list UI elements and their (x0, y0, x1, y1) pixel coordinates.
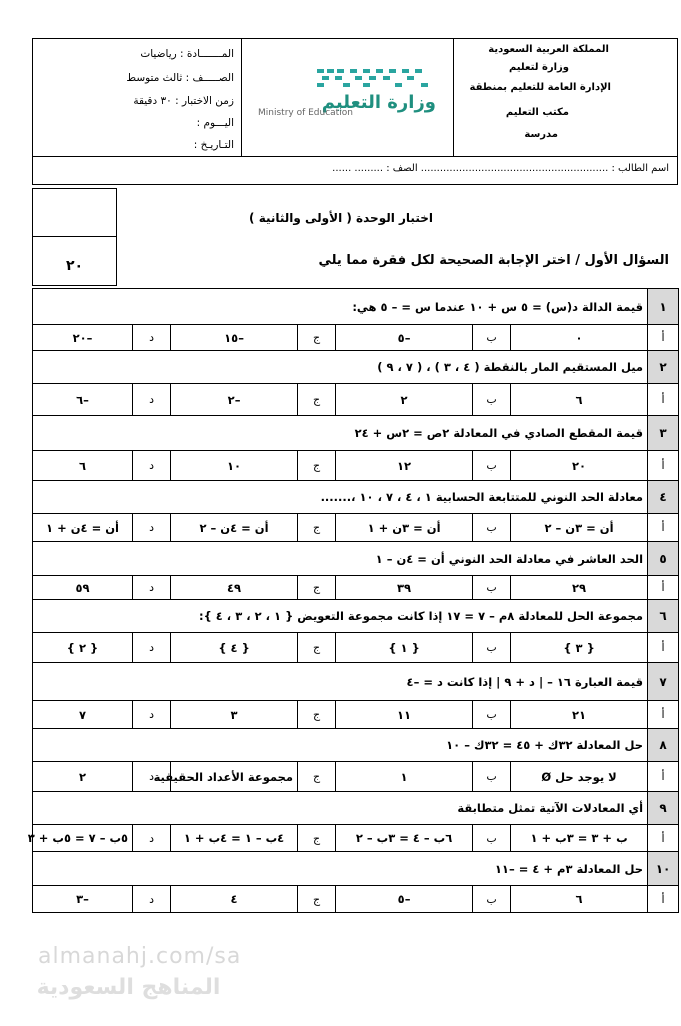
question-row (33, 351, 679, 384)
choice-option[interactable]: { ١ } (336, 633, 473, 663)
choice-letter: ج (298, 762, 336, 792)
choice-letter: ب (473, 514, 511, 542)
choice-letter: د (133, 325, 171, 351)
choice-letter: د (133, 514, 171, 542)
choice-option[interactable]: ٦ (511, 384, 648, 416)
choice-option[interactable]: ٠ (511, 325, 648, 351)
question-text: ميل المستقيم المار بالنقطة ( ٤ ، ٣ ) ، ( ٧ ، ٩ ) (33, 351, 648, 384)
choice-option[interactable]: ٦ (33, 451, 133, 481)
choice-option[interactable]: ٦ب – ٤ = ٣ب – ٢ (336, 825, 473, 852)
score-total: ٢٠ (65, 258, 84, 274)
question-row (33, 792, 679, 825)
choice-letter: د (133, 576, 171, 600)
choice-letter: ب (473, 886, 511, 913)
question-text: قيمة المقطع الصادي في المعادلة ٢ص = ٢س + ٢٤ (33, 416, 648, 451)
question-number: ٤ (648, 481, 679, 514)
choice-letter: د (133, 886, 171, 913)
choice-letter: أ (648, 825, 679, 852)
question-row (33, 852, 679, 886)
question-row (33, 663, 679, 701)
choices-row (33, 384, 679, 416)
choice-option[interactable]: لا يوجد حل Ø (511, 762, 648, 792)
question-text: مجموعة الحل للمعادلة ٨م – ٧ = ١٧ إذا كانت مجموعة التعويض { ١ ، ٢ ، ٣ ، ٤ }: (33, 600, 648, 633)
choice-option[interactable]: –٥ (336, 325, 473, 351)
header-day: اليـــوم : (196, 117, 234, 129)
student-name-line: اسم الطالب : ........................................................... الصف : ......... ...... (332, 163, 669, 174)
choice-letter: ج (298, 633, 336, 663)
choices-row (33, 886, 679, 913)
logo-arabic-text: وزارة التعليم (321, 92, 436, 113)
choice-letter: ج (298, 701, 336, 729)
choices-row (33, 451, 679, 481)
choice-option[interactable]: ٣ (171, 701, 298, 729)
choice-option[interactable]: أن = ٣ن + ١ (336, 514, 473, 542)
choice-option[interactable]: { ٢ } (33, 633, 133, 663)
choices-row (33, 633, 679, 663)
choice-letter: د (133, 825, 171, 852)
question-text: قيمة العبارة ١٦ – | د + ٩ | إذا كانت د = –٤ (33, 663, 648, 701)
header-directorate: الإدارة العامة للتعليم بمنطقة (469, 82, 611, 93)
choices-row (33, 514, 679, 542)
choice-letter: د (133, 633, 171, 663)
header-grade: الصـــــف : ثالث متوسط (126, 72, 234, 84)
choice-option[interactable]: ١ (336, 762, 473, 792)
choice-option[interactable]: ٧ (33, 701, 133, 729)
choice-option[interactable]: ٢٩ (511, 576, 648, 600)
choice-option[interactable]: مجموعة الأعداد الحقيقية (171, 762, 298, 792)
question-number: ١٠ (648, 852, 679, 886)
choice-letter: ج (298, 886, 336, 913)
question-number: ٣ (648, 416, 679, 451)
choice-option[interactable]: –٣ (33, 886, 133, 913)
choices-row (33, 762, 679, 792)
choice-letter: أ (648, 633, 679, 663)
choice-option[interactable]: ٦ (511, 886, 648, 913)
choice-letter: ج (298, 825, 336, 852)
choice-option[interactable]: { ٣ } (511, 633, 648, 663)
choice-option[interactable]: ١١ (336, 701, 473, 729)
choice-letter: ج (298, 451, 336, 481)
question-number: ٨ (648, 729, 679, 762)
choice-letter: ب (473, 633, 511, 663)
choice-letter: أ (648, 886, 679, 913)
choice-letter: أ (648, 514, 679, 542)
question-row (33, 729, 679, 762)
header-ministry: وزارة لتعليم (508, 62, 569, 73)
choice-letter: ب (473, 762, 511, 792)
choice-letter: ج (298, 576, 336, 600)
question-number: ٢ (648, 351, 679, 384)
header-school: مدرسة (524, 129, 558, 140)
header-duration: زمن الاختبار : ٣٠ دقيقة (133, 95, 234, 107)
choice-option[interactable]: –٢٠ (33, 325, 133, 351)
question-row (33, 481, 679, 514)
choice-option[interactable]: –٢ (171, 384, 298, 416)
choice-option[interactable]: –٦ (33, 384, 133, 416)
choice-option[interactable]: ٥ب – ٧ = ٥ب + ٣ (33, 825, 133, 852)
choices-row (33, 825, 679, 852)
header-office: مكتب التعليم (505, 107, 569, 118)
choice-letter: د (133, 762, 171, 792)
choice-letter: أ (648, 325, 679, 351)
choices-row (33, 576, 679, 600)
question-text: أي المعادلات الآتية تمثل متطابقة (33, 792, 648, 825)
choice-option[interactable]: ب + ٣ = ٣ب + ١ (511, 825, 648, 852)
choice-letter: ب (473, 825, 511, 852)
choice-letter: ج (298, 384, 336, 416)
choice-letter: أ (648, 701, 679, 729)
question-number: ٧ (648, 663, 679, 701)
choice-letter: أ (648, 576, 679, 600)
choice-option[interactable]: أن = ٤ن + ١ (33, 514, 133, 542)
choice-letter: ب (473, 701, 511, 729)
choice-letter: ب (473, 325, 511, 351)
question-number: ٩ (648, 792, 679, 825)
choices-row (33, 701, 679, 729)
choice-option[interactable]: أن = ٣ن – ٢ (511, 514, 648, 542)
logo-english-text: Ministry of Education (258, 108, 353, 118)
header-subject: المـــــــادة : رياضيات (140, 48, 234, 60)
question-text: معادلة الحد النوني للمتتابعة الحسابية ١ ، ٤ ، ٧ ، ١٠ ،....... (33, 481, 648, 514)
watermark-site: almanahj.com/sa (38, 944, 242, 969)
choice-option[interactable]: ٣٩ (336, 576, 473, 600)
choice-option[interactable]: –١٥ (171, 325, 298, 351)
choice-letter: ج (298, 325, 336, 351)
choice-option[interactable]: ٢ (33, 762, 133, 792)
choice-letter: د (133, 384, 171, 416)
choice-option[interactable]: ١٠ (171, 451, 298, 481)
question-number: ١ (648, 289, 679, 325)
question-text: حل المعادلة ٣م + ٤ = –١١ (33, 852, 648, 886)
header-date: التـاريـخ : (193, 139, 234, 151)
question-number: ٥ (648, 542, 679, 576)
choice-letter: ج (298, 514, 336, 542)
question-row (33, 416, 679, 451)
choices-row (33, 325, 679, 351)
question-row (33, 542, 679, 576)
choice-option[interactable]: ٤٩ (171, 576, 298, 600)
choice-letter: أ (648, 451, 679, 481)
header-country: المملكة العربية السعودية (488, 44, 609, 55)
choice-option[interactable]: ٢ (336, 384, 473, 416)
choice-option[interactable]: { ٤ } (171, 633, 298, 663)
question-text: حل المعادلة ٣٢ك + ٤٥ = ٣٢ك – ١٠ (33, 729, 648, 762)
choice-letter: ب (473, 451, 511, 481)
choice-option[interactable]: ٢١ (511, 701, 648, 729)
choice-option[interactable]: ٢٠ (511, 451, 648, 481)
choice-option[interactable]: ١٢ (336, 451, 473, 481)
choice-letter: د (133, 451, 171, 481)
question-heading: السؤال الأول / اختر الإجابة الصحيحة لكل فقرة مما يلي (318, 253, 669, 268)
choice-letter: د (133, 701, 171, 729)
question-number: ٦ (648, 600, 679, 633)
questions-table (27, 288, 679, 913)
watermark-name: المناهج السعودية (36, 975, 221, 1000)
question-text: الحد العاشر في معادلة الحد النوني أن = ٤ن – ١ (33, 542, 648, 576)
choice-option[interactable]: أن = ٤ن – ٢ (171, 514, 298, 542)
question-row (33, 600, 679, 633)
choice-option[interactable]: ٥٩ (33, 576, 133, 600)
choice-letter: ب (473, 384, 511, 416)
test-title: اختبار الوحدة ( الأولى والثانية ) (249, 211, 433, 225)
choice-option[interactable]: ٤ (171, 886, 298, 913)
choice-option[interactable]: ٤ب – ١ = ٤ب + ١ (171, 825, 298, 852)
choice-option[interactable]: –٥ (336, 886, 473, 913)
choice-letter: أ (648, 762, 679, 792)
question-row (33, 289, 679, 325)
choice-letter: أ (648, 384, 679, 416)
choice-letter: ب (473, 576, 511, 600)
question-text: قيمة الدالة د(س) = ٥ س + ١٠ عندما س = – ٥ هي: (33, 289, 648, 325)
